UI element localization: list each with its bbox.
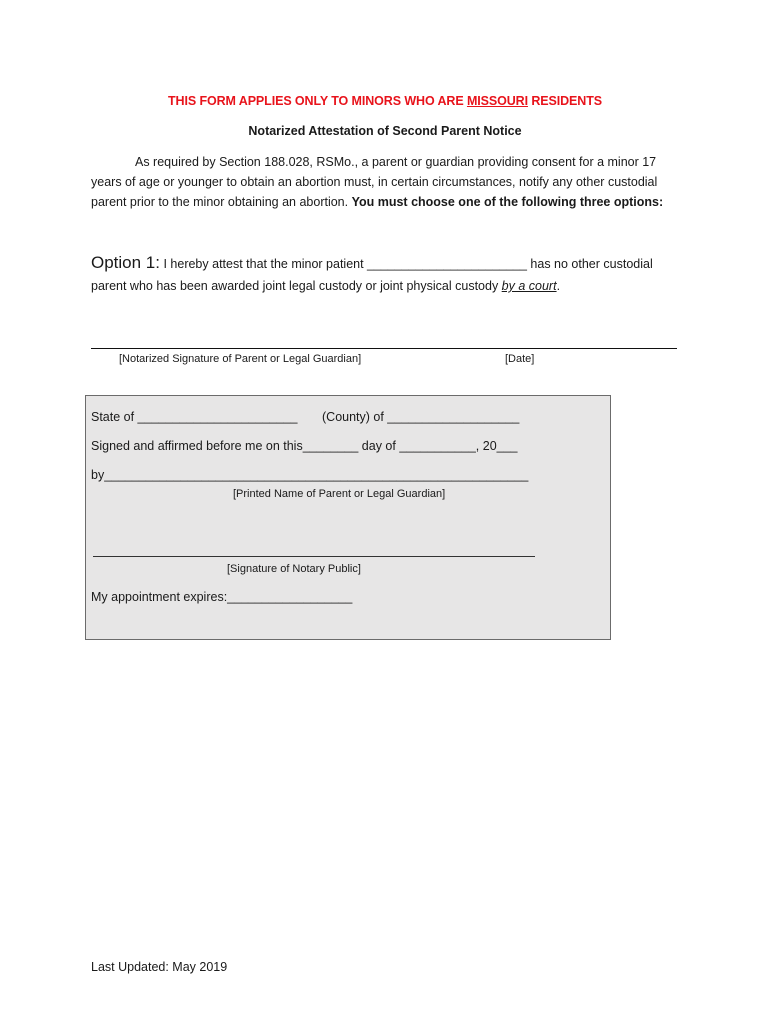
- notary-block: [85, 395, 611, 640]
- option-1-paragraph: [91, 252, 691, 297]
- intro-instruction: You must choose one of the following three options:: [351, 195, 664, 209]
- state-field[interactable]: State of _______________________: [91, 410, 298, 424]
- parent-signature-label: [Notarized Signature of Parent or Legal Guardian]: [119, 353, 362, 365]
- heading-state: MISSOURI: [466, 94, 528, 108]
- option-1-end: .: [556, 279, 561, 293]
- appointment-expires-field[interactable]: My appointment expires:__________________: [91, 590, 353, 604]
- heading-part2: RESIDENTS: [527, 94, 602, 108]
- option-1-text: I hereby attest that the minor patient _______________________ has no other custodial parent who has been awarded joint legal custody or joint physical custody: [91, 257, 653, 293]
- notary-signature-line[interactable]: [93, 556, 535, 557]
- notary-signature-label: [Signature of Notary Public]: [227, 563, 361, 575]
- form-title: Notarized Attestation of Second Parent Notice: [248, 124, 522, 138]
- option-1-court-text: by a court: [501, 279, 557, 293]
- last-updated: Last Updated: May 2019: [91, 960, 228, 974]
- intro-paragraph: [91, 152, 683, 212]
- option-1-label: Option 1:: [91, 253, 160, 272]
- county-field[interactable]: (County) of ___________________: [322, 410, 520, 424]
- parent-signature-line[interactable]: [91, 348, 677, 349]
- by-name-field[interactable]: by_____________________________________________________________: [91, 468, 529, 482]
- residency-notice-heading: [0, 94, 770, 108]
- intro-text: As required by Section 188.028, RSMo., a parent or guardian providing consent for a minor 17 years of age or younger to obtain an abortion must, in certain circumstances, notify any other custodial parent prior to the minor obtaining an abortion.: [91, 155, 658, 209]
- printed-name-label: [Printed Name of Parent or Legal Guardian]: [233, 488, 446, 500]
- date-label: [Date]: [505, 353, 535, 365]
- heading-part1: THIS FORM APPLIES ONLY TO MINORS WHO ARE: [168, 94, 467, 108]
- signed-affirmed-field[interactable]: Signed and affirmed before me on this________ day of ___________, 20___: [91, 439, 518, 453]
